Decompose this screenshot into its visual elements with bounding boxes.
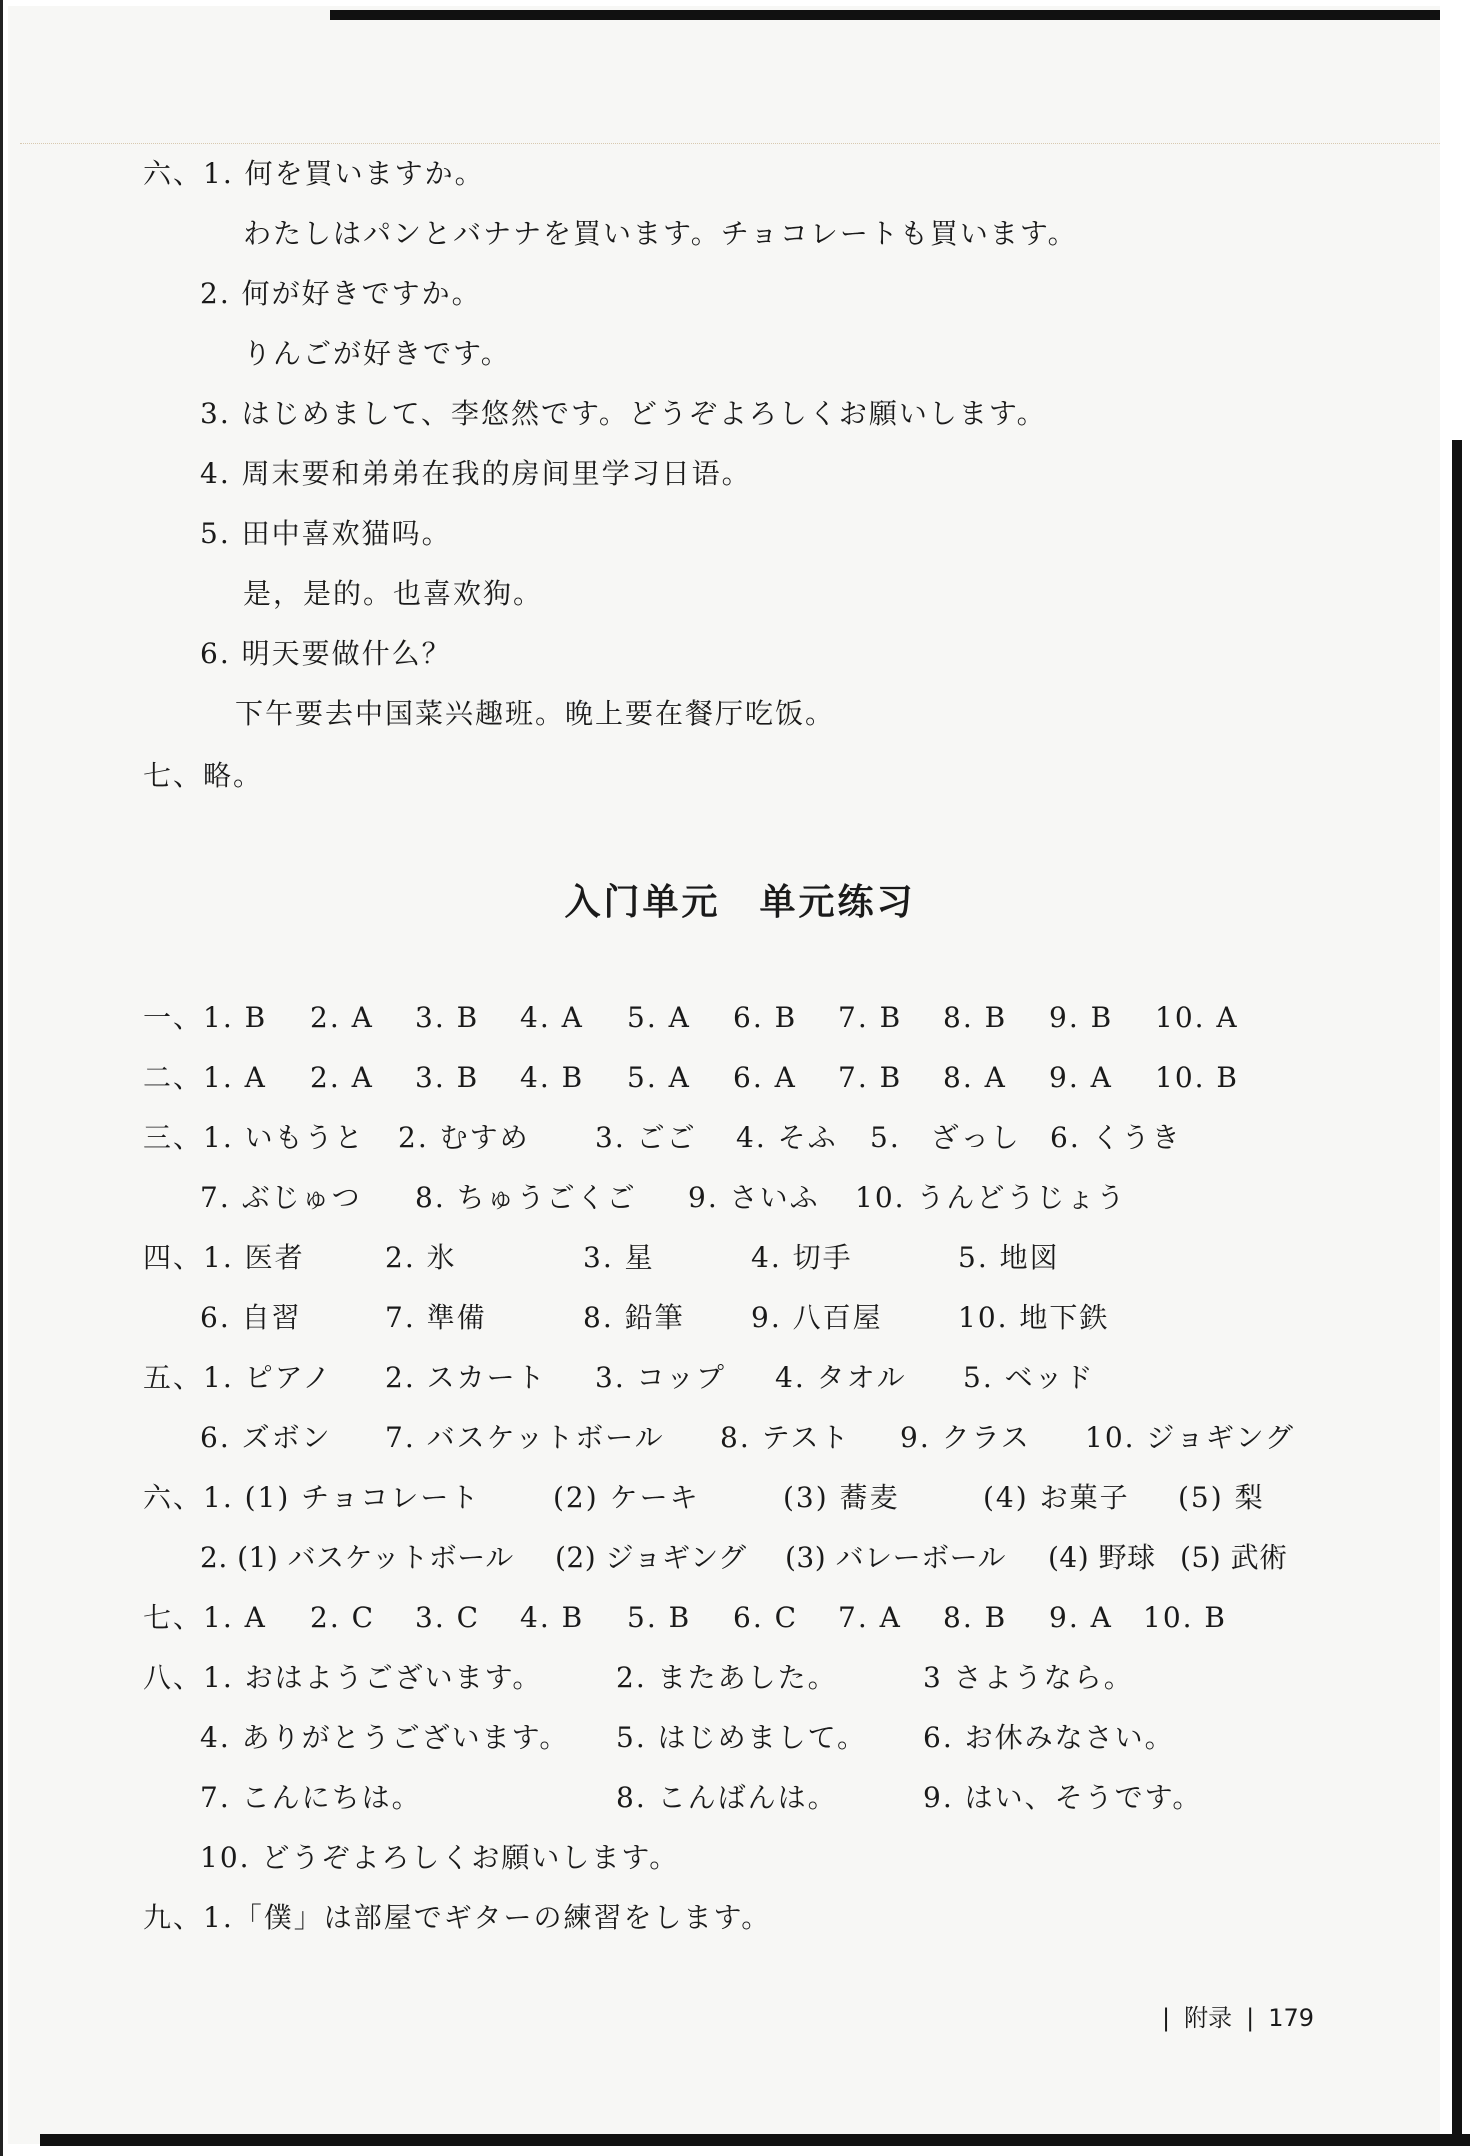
page-footer — [1148, 1998, 1314, 2033]
answer-row: 一、 1. B 2. A 3. B 4. A 5. A 6. B 7. B 8. B 9. B 10. A — [143, 1001, 1239, 1034]
answer-line: 6. 明天要做什么？ — [200, 637, 452, 670]
answer-row: 四、 1. 医者 2. 氷 3. 星 4. 切手 5. 地図 — [143, 1241, 1060, 1274]
answer-row: 七、 1. A 2. C 3. C 4. B 5. B 6. C 7. A 8. B 9. A 10. B — [143, 1601, 1228, 1634]
answer-line: わたしはパンとバナナを買います。チョコレートも買います。 — [243, 217, 1078, 250]
scan-edge-right — [1452, 440, 1462, 2140]
answer-row: 三、 1. いもうと 2. むすめ 3. ごご 4. そふ 5. ざっし 6. くうき — [143, 1121, 1182, 1154]
answer-line: 4. 周末要和弟弟在我的房间里学习日语。 — [200, 457, 752, 490]
footer-divider: | — [1162, 2004, 1171, 2032]
answer-line: 3. はじめまして、李悠然です。どうぞよろしくお願いします。 — [200, 397, 1047, 430]
scan-edge-left — [0, 0, 3, 2156]
answer-row: 九、1.「僕」は部屋でギターの練習をします。 — [143, 1901, 772, 1934]
answer-line: 下午要去中国菜兴趣班。晚上要在餐厅吃饭。 — [235, 697, 836, 730]
header-rule — [20, 143, 1440, 144]
answer-row: 五、 1. ピアノ 2. スカート 3. コップ 4. タオル 5. ベッド — [143, 1361, 1095, 1394]
answer-line: 六、1. 何を買いますか。 — [143, 157, 485, 190]
page-number: 179 — [1268, 2004, 1314, 2032]
answer-row: 八、 1. おはようございます。 2. またあした。 3 さようなら。 — [143, 1661, 1134, 1694]
answer-line: 是，是的。也喜欢狗。 — [243, 577, 544, 610]
answer-line: 2. 何が好きですか。 — [200, 277, 482, 310]
answer-line: 5. 田中喜欢猫吗。 — [200, 517, 452, 550]
scan-edge-bottom — [40, 2134, 1470, 2146]
answer-row: 六、 1. (1) チョコレート (2) ケーキ (3) 蕎麦 (4) お菓子 (5) 梨 — [143, 1481, 1265, 1514]
footer-section: 附录 — [1184, 2004, 1233, 2032]
scan-edge-top — [330, 10, 1440, 20]
answer-line: 七、略。 — [143, 759, 264, 792]
section-heading: 入门单元 单元练习 — [564, 882, 916, 923]
answer-row: 二、 1. A 2. A 3. B 4. B 5. A 6. A 7. B 8. A 9. A 10. B — [143, 1061, 1240, 1094]
answer-row: 10. どうぞよろしくお願いします。 — [200, 1841, 680, 1874]
footer-divider: | — [1246, 2004, 1255, 2032]
answer-line: りんごが好きです。 — [243, 337, 511, 370]
